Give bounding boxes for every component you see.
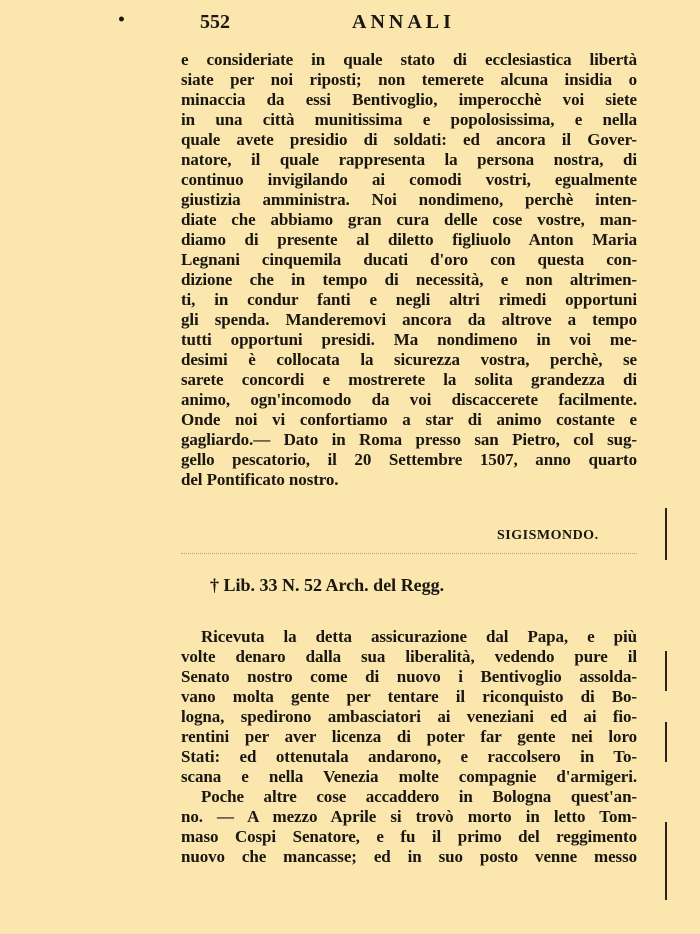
- margin-rule: [665, 651, 667, 691]
- text-line: Legnani cinquemila ducati d'oro con questa con-: [181, 250, 637, 269]
- text-line: Poche altre cose accaddero in Bologna quest'an-: [201, 787, 637, 806]
- footnote: † Lib. 33 N. 52 Arch. del Regg.: [210, 575, 445, 595]
- text-line: e consideriate in quale stato di ecclesiastica libertà: [181, 50, 637, 69]
- text-line: continuo invigilando ai comodi vostri, egualmente: [181, 170, 637, 189]
- text-line: maso Cospi Senatore, e fu il primo del reggimento: [181, 827, 637, 846]
- text-line: diate che abbiamo gran cura delle cose vostre, man-: [181, 210, 637, 229]
- text-line: nuovo che mancasse; ed in suo posto venne messo: [181, 847, 637, 866]
- text-line: gagliardo.— Dato in Roma presso san Pietro, col sug-: [181, 430, 637, 449]
- text-line: gli spenda. Manderemovi ancora da altrove a tempo: [181, 310, 637, 329]
- text-line: quale avete presidio di soldati: ed ancora il Gover-: [181, 130, 637, 149]
- text-line: ti, in condur fanti e negli altri rimedi opportuni: [181, 290, 637, 309]
- text-line: Stati: ed ottenutala andarono, e raccolsero in To-: [181, 747, 637, 766]
- text-line: natore, il quale rappresenta la persona nostra, di: [181, 150, 637, 169]
- text-line: minaccia da essi Bentivoglio, imperocchè voi siete: [181, 90, 637, 109]
- text-line: Senato nostro come di nuovo i Bentivoglio assolda-: [181, 667, 637, 686]
- text-line: dizione che in tempo di necessità, e non altrimen-: [181, 270, 637, 289]
- text-line: no. — A mezzo Aprile si trovò morto in letto Tom-: [181, 807, 637, 826]
- text-line: sarete concordi e mostrerete la solita grandezza di: [181, 370, 637, 389]
- text-line: diamo di presente al diletto figliuolo Anton Maria: [181, 230, 637, 249]
- header-mark: •: [117, 12, 126, 28]
- page-number: 552: [200, 11, 230, 33]
- text-line: desimi è collocata la sicurezza vostra, perchè, se: [181, 350, 637, 369]
- margin-rule: [665, 822, 667, 900]
- text-line: del Pontificato nostro.: [181, 470, 339, 489]
- text-line: scana e nella Venezia molte compagnie d'armigeri.: [181, 767, 637, 786]
- text-line: volte denaro dalla sua liberalità, vedendo pure il: [181, 647, 637, 666]
- text-line: animo, ogn'incomodo da voi discaccerete facilmente.: [181, 390, 637, 409]
- section-divider: [181, 553, 637, 554]
- narrative-paragraph: [181, 627, 637, 867]
- text-line: logna, spedirono ambasciatori ai veneziani ed ai fio-: [181, 707, 637, 726]
- margin-rule: [665, 722, 667, 762]
- margin-rule: [665, 508, 667, 560]
- text-line: giustizia amministra. Noi nondimeno, perchè inten-: [181, 190, 637, 209]
- letter-paragraph: [181, 50, 637, 490]
- text-line: in una città munitissima e popolosissima, e nella: [181, 110, 637, 129]
- text-line: rentini per aver licenza di poter far gente nei loro: [181, 727, 637, 746]
- running-head: ANNALI: [352, 11, 455, 33]
- text-line: vano molta gente per tentare il riconquisto di Bo-: [181, 687, 637, 706]
- text-line: siate per noi riposti; non temerete alcuna insidia o: [181, 70, 637, 89]
- text-line: gello pescatorio, il 20 Settembre 1507, anno quarto: [181, 450, 637, 469]
- text-line: Ricevuta la detta assicurazione dal Papa, e più: [201, 627, 637, 646]
- text-line: Onde noi vi confortiamo a star di animo costante e: [181, 410, 637, 429]
- signature: SIGISMONDO.: [497, 528, 599, 543]
- text-line: tutti opportuni presidi. Ma nondimeno in voi me-: [181, 330, 637, 349]
